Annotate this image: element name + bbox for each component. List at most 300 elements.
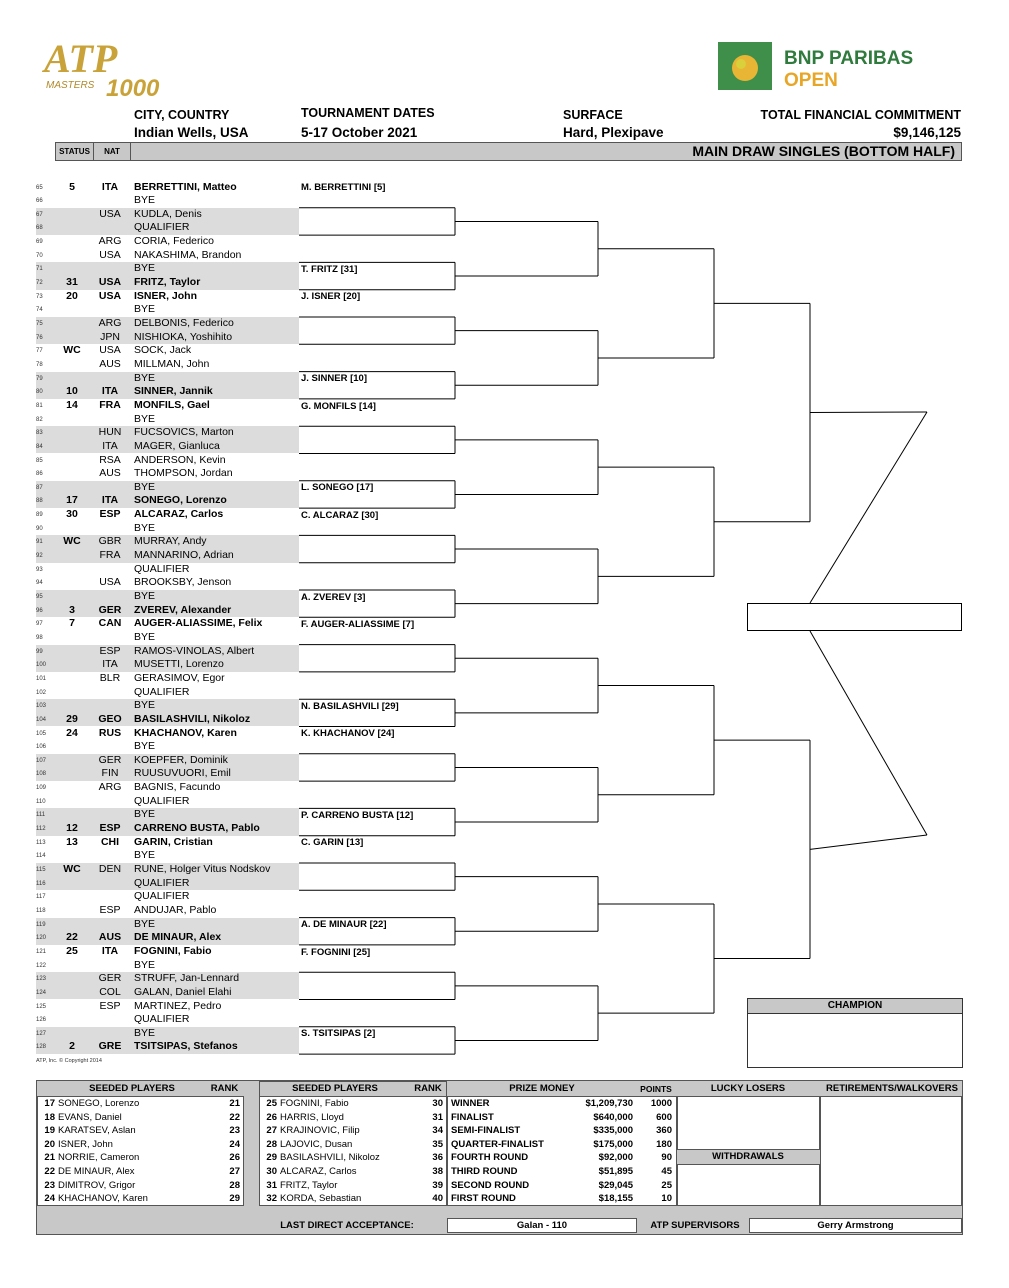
player-name: DELBONIS, Federico [134, 317, 234, 329]
prize-row [448, 1151, 676, 1165]
draw-position: 95 [36, 594, 43, 600]
seed-name: SONEGO, Lorenzo [58, 1098, 140, 1109]
nationality: CAN [98, 617, 122, 630]
draw-position: 71 [36, 266, 43, 273]
second-round-winner: P. CARRENO BUSTA [12] [301, 810, 414, 822]
prize-money: $640,000 [593, 1111, 633, 1123]
nationality: RSA [99, 453, 121, 466]
surface-value: Hard, Plexipave [563, 125, 664, 140]
player-name: BYE [134, 480, 156, 493]
dates-value: 5-17 October 2021 [301, 125, 418, 140]
draw-position: 73 [36, 293, 43, 300]
draw-position: 109 [36, 785, 47, 792]
draw-position: 70 [36, 252, 43, 259]
seed-status: 10 [66, 385, 78, 398]
player-name: BYE [134, 917, 156, 930]
seed-name: KRAJINOVIC, Filip [280, 1125, 360, 1137]
player-name: DE MINAUR, Alex [134, 931, 222, 944]
player-name: CARRENO BUSTA, Pablo [134, 822, 260, 835]
draw-position: 94 [36, 580, 43, 587]
draw-position: 98 [36, 634, 43, 641]
draw-position: 104 [36, 716, 47, 723]
prize-money: $51,895 [598, 1166, 633, 1177]
dates-label: TOURNAMENT DATES [301, 106, 435, 120]
seed-number: 32 [266, 1193, 277, 1205]
draw-position: 72 [36, 280, 43, 287]
draw-position: 78 [36, 361, 43, 368]
player-name: BYE [134, 699, 156, 712]
nationality: ESP [99, 644, 121, 657]
prize-round: QUARTER-FINALIST [451, 1138, 544, 1150]
player-name: NISHIOKA, Yoshihito [134, 330, 233, 343]
second-round-winner: L. SONEGO [17] [301, 482, 374, 494]
nationality: FRA [99, 549, 121, 562]
prize-points: 360 [656, 1125, 672, 1137]
seed-row [260, 1097, 446, 1111]
seed-rank: 34 [432, 1125, 443, 1137]
draw-position: 83 [36, 430, 43, 437]
retirements-header: RETIREMENTS/WALKOVERS [826, 1083, 958, 1094]
draw-position: 77 [36, 348, 43, 355]
seed-name: KHACHANOV, Karen [58, 1193, 148, 1205]
seed-number: 25 [266, 1098, 277, 1109]
prize-round: SECOND ROUND [451, 1179, 530, 1191]
seed-name: DE MINAUR, Alex [58, 1166, 135, 1177]
prize-row [448, 1124, 676, 1138]
player-name: MARTINEZ, Pedro [134, 999, 222, 1012]
nationality: USA [99, 248, 121, 261]
thousand-logo-text: 1000 [106, 75, 160, 102]
player-name: KUDLA, Denis [134, 207, 202, 220]
seed-number: 24 [44, 1193, 55, 1205]
second-round-winner: F. AUGER-ALIASSIME [7] [301, 618, 415, 630]
prize-points: 25 [661, 1179, 672, 1191]
seed-row [38, 1192, 243, 1206]
points-header: POINTS [640, 1084, 672, 1094]
atp-logo-text: ATP [44, 36, 118, 81]
prize-round: FINALIST [451, 1111, 494, 1123]
player-name: BASILASHVILI, Nikoloz [134, 712, 251, 725]
draw-position: 114 [36, 853, 46, 860]
draw-position: 76 [36, 334, 43, 341]
player-name: BAGNIS, Facundo [134, 781, 221, 794]
draw-position: 102 [36, 689, 47, 696]
second-round-winner: G. MONFILS [14] [301, 400, 376, 412]
seed-row [260, 1124, 446, 1138]
prize-row [448, 1179, 676, 1193]
player-name: ALCARAZ, Carlos [134, 508, 224, 521]
bracket-line [810, 835, 927, 849]
prize-money: $18,155 [598, 1193, 633, 1205]
draw-position: 124 [36, 989, 47, 996]
seed-rank: 26 [229, 1152, 240, 1164]
withdrawals-header: WITHDRAWALS [712, 1151, 784, 1162]
draw-position: 81 [36, 402, 43, 409]
prize-money-table [447, 1096, 677, 1206]
seed-name: KARATSEV, Aslan [58, 1125, 136, 1137]
nationality: ITA [102, 658, 118, 671]
draw-position: 112 [36, 826, 46, 833]
nat-column-header: NAT [94, 143, 131, 160]
nationality: USA [98, 276, 122, 289]
prize-round: FOURTH ROUND [451, 1152, 529, 1164]
nationality: AUS [99, 467, 121, 480]
copyright: ATP, Inc. © Copyright 2014 [36, 1058, 102, 1064]
second-round-winner: C. GARIN [13] [301, 837, 364, 849]
nationality: AUS [99, 357, 121, 370]
second-round-winner: S. TSITSIPAS [2] [301, 1028, 376, 1040]
rank-header-right: RANK [414, 1083, 442, 1094]
draw-position: 74 [36, 307, 43, 314]
nationality: DEN [98, 863, 122, 875]
seed-status: 31 [66, 276, 78, 289]
nationality: ITA [101, 180, 119, 193]
seed-number: 18 [44, 1111, 55, 1123]
draw-position: 101 [36, 675, 47, 682]
seed-status: 12 [66, 822, 78, 835]
second-round-winner: F. FOGNINI [25] [301, 946, 371, 958]
player-name: BYE [134, 371, 156, 384]
prize-row [448, 1165, 676, 1179]
seed-name: ISNER, John [58, 1138, 113, 1150]
seed-name: FRITZ, Taylor [280, 1179, 338, 1191]
draw-position: 111 [36, 812, 46, 819]
seed-rank: 31 [432, 1111, 443, 1123]
draw-position: 110 [36, 798, 46, 805]
player-name: ANDUJAR, Pablo [134, 903, 217, 916]
player-name: ZVEREV, Alexander [134, 603, 232, 616]
draw-position: 88 [36, 498, 43, 505]
draw-position: 84 [36, 443, 43, 450]
prize-points: 90 [661, 1152, 672, 1164]
nationality: COL [99, 985, 121, 998]
player-name: MURRAY, Andy [134, 535, 207, 548]
lda-label: LAST DIRECT ACCEPTANCE: [280, 1220, 414, 1231]
prize-points: 180 [656, 1138, 672, 1150]
prize-row [448, 1138, 676, 1152]
player-name: FOGNINI, Fabio [134, 944, 212, 957]
player-name: QUALIFIER [134, 562, 190, 575]
player-name: FRITZ, Taylor [134, 276, 201, 289]
nationality: ITA [101, 385, 119, 398]
draw-position: 123 [36, 976, 47, 983]
prize-row [448, 1192, 676, 1206]
draw-position: 106 [36, 744, 47, 751]
player-name: BYE [134, 740, 156, 753]
draw-position: 89 [36, 512, 43, 519]
nationality: ARG [98, 235, 122, 248]
draw-position: 103 [36, 703, 47, 710]
player-name: MILLMAN, John [134, 357, 210, 370]
player-name: MANNARINO, Adrian [134, 549, 234, 562]
player-name: AUGER-ALIASSIME, Felix [134, 617, 263, 630]
seed-row [260, 1111, 446, 1125]
seed-number: 31 [266, 1179, 277, 1191]
seed-row [38, 1165, 243, 1179]
nationality: GER [98, 753, 122, 766]
champion-box [747, 1013, 963, 1068]
draw-position: 75 [36, 321, 43, 327]
sponsor-line2: OPEN [784, 70, 838, 91]
seed-status: 25 [66, 944, 78, 957]
seed-number: 20 [44, 1138, 55, 1150]
seed-row [38, 1097, 243, 1111]
draw-position: 91 [36, 539, 43, 546]
prize-round: SEMI-FINALIST [451, 1125, 521, 1137]
seed-status: 5 [69, 180, 75, 193]
supervisors-label: ATP SUPERVISORS [650, 1220, 740, 1231]
draw-position: 105 [36, 730, 47, 737]
draw-position: 69 [36, 239, 43, 246]
nationality: RUS [98, 726, 122, 739]
nationality: ITA [102, 439, 118, 452]
retirements-box [820, 1096, 962, 1206]
player-name: MUSETTI, Lorenzo [134, 658, 224, 671]
seed-status: 17 [66, 494, 78, 507]
seed-row [260, 1192, 446, 1206]
seeded-players-right [259, 1096, 447, 1206]
draw-position: 116 [36, 880, 46, 887]
seeded-players-header-left: SEEDED PLAYERS [89, 1083, 175, 1094]
prize-money: $335,000 [593, 1125, 633, 1137]
seed-name: KORDA, Sebastian [280, 1193, 362, 1205]
draw-position: 96 [36, 607, 43, 614]
second-round-winner: A. DE MINAUR [22] [301, 919, 387, 931]
nationality: ESP [99, 903, 121, 916]
player-name: RUNE, Holger Vitus Nodskov [134, 863, 271, 875]
player-name: BYE [134, 630, 156, 643]
nationality: ESP [99, 999, 121, 1012]
player-name: NAKASHIMA, Brandon [134, 248, 242, 261]
seed-number: 19 [44, 1125, 55, 1137]
draw-position: 79 [36, 375, 43, 382]
bottom-info-panel [36, 1080, 963, 1235]
nationality: CHI [100, 835, 120, 848]
seed-rank: 23 [229, 1125, 240, 1137]
seed-number: 21 [44, 1152, 55, 1164]
nationality: GRE [98, 1040, 122, 1053]
draw-position: 107 [36, 757, 47, 764]
draw-title: MAIN DRAW SINGLES (BOTTOM HALF) [692, 143, 955, 159]
seed-rank: 24 [229, 1138, 240, 1150]
player-name: ISNER, John [134, 289, 198, 302]
player-name: BYE [134, 521, 156, 534]
city-value: Indian Wells, USA [134, 125, 249, 140]
player-name: SINNER, Jannik [134, 385, 213, 398]
player-name: BYE [134, 590, 156, 602]
nationality: ITA [101, 494, 119, 507]
nationality: GER [98, 603, 122, 616]
seed-status: 22 [66, 931, 78, 944]
seed-rank: 36 [432, 1152, 443, 1164]
draw-position: 93 [36, 566, 43, 573]
player-name: GERASIMOV, Egor [134, 671, 225, 684]
lucky-losers-header: LUCKY LOSERS [710, 1083, 786, 1094]
nationality: ESP [99, 822, 121, 835]
player-name: QUALIFIER [134, 221, 190, 234]
draw-position: 127 [36, 1030, 47, 1037]
draw-position: 87 [36, 484, 43, 491]
nationality: HUN [98, 426, 122, 439]
bracket-line [810, 631, 927, 835]
seed-status: 20 [66, 289, 78, 302]
second-round-winner: J. ISNER [20] [301, 291, 361, 303]
seed-rank: 30 [432, 1098, 443, 1109]
second-round-winner: T. FRITZ [31] [301, 264, 358, 276]
prize-money-header: PRIZE MONEY [509, 1083, 575, 1094]
nationality: BLR [99, 671, 121, 684]
seed-number: 29 [266, 1152, 277, 1164]
city-label: CITY, COUNTRY [134, 108, 230, 122]
seed-status: 3 [69, 603, 75, 616]
nationality: FIN [101, 767, 119, 780]
seed-row [260, 1138, 446, 1152]
prize-money: $175,000 [593, 1138, 633, 1150]
player-name: GARIN, Cristian [134, 835, 213, 848]
nationality: ESP [99, 508, 121, 521]
rank-header-left: RANK [210, 1083, 239, 1094]
draw-position: 126 [36, 1017, 47, 1024]
draw-position: 113 [36, 839, 46, 846]
prize-points: 10 [661, 1193, 672, 1205]
seed-number: 30 [266, 1166, 277, 1177]
player-name: BERRETTINI, Matteo [134, 180, 237, 193]
nationality: ITA [101, 944, 119, 957]
seed-status: 24 [66, 726, 78, 739]
player-name: BYE [134, 303, 156, 316]
nationality: FRA [99, 398, 121, 411]
draw-position: 85 [36, 457, 43, 464]
player-name: BYE [134, 958, 156, 971]
seed-rank: 28 [229, 1179, 240, 1191]
seeded-players-left [37, 1096, 244, 1206]
seed-name: NORRIE, Cameron [58, 1152, 140, 1164]
player-name: RAMOS-VINOLAS, Albert [134, 644, 255, 657]
seed-rank: 29 [229, 1193, 240, 1205]
nationality: USA [99, 344, 121, 357]
seed-number: 28 [266, 1138, 277, 1150]
player-name: GALAN, Daniel Elahi [134, 985, 232, 998]
prize-round: WINNER [451, 1098, 490, 1109]
player-name: SOCK, Jack [134, 344, 192, 357]
seed-name: FOGNINI, Fabio [280, 1098, 349, 1109]
seed-row [38, 1124, 243, 1138]
bracket-line [810, 412, 927, 603]
seed-name: ALCARAZ, Carlos [280, 1166, 357, 1177]
seed-status: WC [63, 344, 81, 357]
champion-header: CHAMPION [747, 998, 963, 1014]
player-name: QUALIFIER [134, 794, 190, 807]
seed-name: EVANS, Daniel [58, 1111, 122, 1123]
seed-row [38, 1151, 243, 1165]
nationality: GER [98, 972, 122, 985]
draw-position: 121 [36, 948, 47, 955]
commitment-value: $9,146,125 [893, 125, 961, 140]
player-name: QUALIFIER [134, 890, 190, 903]
player-name: STRUFF, Jan-Lennard [134, 972, 240, 985]
player-name: CORIA, Federico [134, 235, 214, 248]
nationality: ARG [98, 317, 122, 329]
seed-number: 17 [44, 1098, 55, 1109]
draw-position: 65 [36, 184, 43, 191]
draw-position: 108 [36, 771, 47, 778]
seed-status: 7 [69, 617, 75, 630]
player-name: ANDERSON, Kevin [134, 453, 226, 466]
nationality: USA [98, 289, 122, 302]
player-name: SONEGO, Lorenzo [134, 494, 227, 507]
player-name: BROOKSBY, Jenson [134, 576, 232, 589]
seed-number: 23 [44, 1179, 55, 1191]
surface-label: SURFACE [563, 108, 623, 122]
nationality: GEO [98, 712, 122, 725]
draw-position: 86 [36, 471, 43, 478]
nationality: GBR [98, 535, 122, 548]
sponsor-line1: BNP PARIBAS [784, 48, 914, 69]
seed-rank: 38 [432, 1166, 443, 1177]
player-name: TSITSIPAS, Stefanos [134, 1040, 238, 1053]
seed-rank: 21 [229, 1098, 240, 1109]
draw-position: 90 [36, 525, 43, 532]
lda-value: Galan - 110 [516, 1220, 568, 1231]
prize-round: THIRD ROUND [451, 1166, 518, 1177]
draw-position: 115 [36, 867, 46, 873]
second-round-winner: K. KHACHANOV [24] [301, 728, 395, 740]
seed-row [260, 1179, 446, 1193]
player-name: QUALIFIER [134, 685, 190, 698]
seed-name: HARRIS, Lloyd [280, 1111, 344, 1123]
draw-position: 80 [36, 389, 43, 396]
prize-points: 1000 [650, 1098, 672, 1109]
supervisors-value: Gerry Armstrong [817, 1220, 894, 1231]
player-name: FUCSOVICS, Marton [134, 426, 234, 439]
player-name: BYE [134, 849, 156, 862]
nationality: ARG [98, 781, 122, 794]
nationality: USA [99, 207, 121, 220]
draw-position: 125 [36, 1003, 47, 1010]
prize-money: $92,000 [598, 1152, 633, 1164]
player-name: THOMPSON, Jordan [134, 467, 233, 480]
prize-money: $1,209,730 [585, 1098, 633, 1109]
draw-position: 122 [36, 962, 47, 969]
seed-status: 13 [66, 835, 78, 848]
prize-money: $29,045 [598, 1179, 633, 1191]
draw-position: 119 [36, 921, 46, 928]
seed-name: BASILASHVILI, Nikoloz [280, 1152, 380, 1164]
second-round-winner: N. BASILASHVILI [29] [301, 700, 399, 712]
player-name: KOEPFER, Dominik [134, 753, 228, 766]
seed-status: 14 [66, 398, 78, 411]
seed-status: 2 [69, 1040, 75, 1053]
player-name: MAGER, Gianluca [134, 439, 220, 452]
draw-position: 100 [36, 662, 47, 669]
seed-rank: 40 [432, 1193, 443, 1205]
prize-row [448, 1111, 676, 1125]
seeded-players-header-right: SEEDED PLAYERS [292, 1083, 378, 1094]
seed-rank: 39 [432, 1179, 443, 1191]
seed-row [260, 1165, 446, 1179]
status-column-header: STATUS [56, 143, 94, 160]
player-name: BYE [134, 412, 156, 425]
second-round-winner: A. ZVEREV [3] [301, 591, 366, 603]
seed-row [38, 1138, 243, 1152]
nationality: USA [99, 576, 121, 589]
draw-position: 97 [36, 621, 43, 628]
player-name: BYE [134, 194, 156, 207]
seed-number: 27 [266, 1125, 277, 1137]
draw-position: 118 [36, 907, 46, 914]
player-name: BYE [134, 262, 156, 275]
player-name: KHACHANOV, Karen [134, 726, 237, 739]
